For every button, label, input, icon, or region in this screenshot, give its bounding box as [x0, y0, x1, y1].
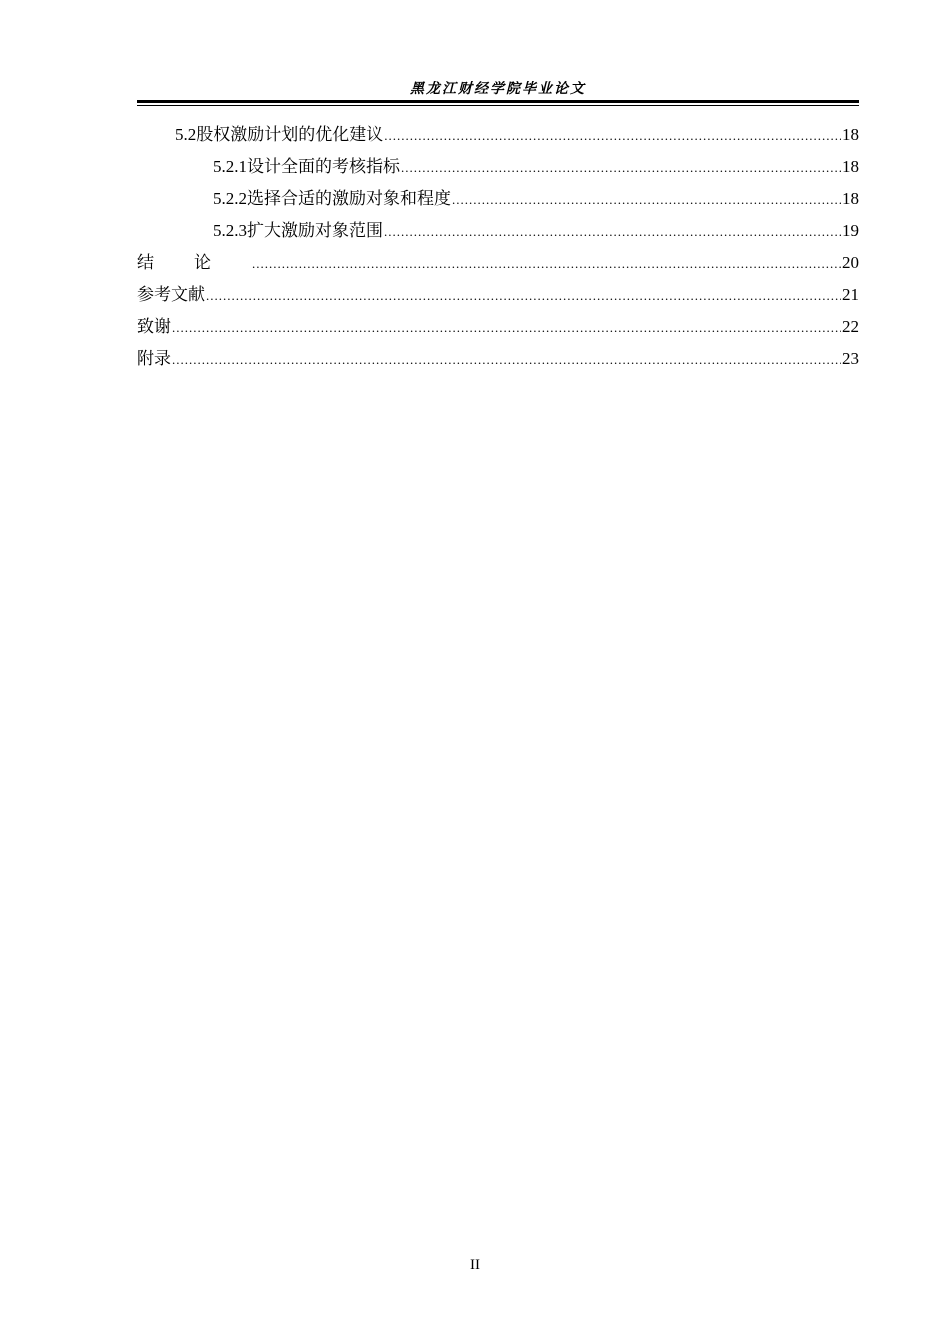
toc-entry-page: 18 [842, 189, 859, 208]
toc-entry-5-2-1[interactable] [137, 153, 859, 185]
toc-entry-title: 股权激励计划的优化建议 [196, 125, 384, 145]
toc-entry-page: 18 [842, 125, 859, 144]
toc-leader-dots [452, 186, 841, 214]
toc-entry-5-2-3[interactable] [137, 217, 859, 249]
toc-entry-appendix[interactable] [137, 345, 859, 377]
toc-entry-number: 5.2 [175, 125, 197, 144]
toc-entry-page: 21 [842, 285, 859, 304]
toc-leader-dots [384, 218, 841, 246]
toc-entry-title: 参考文献 [137, 285, 205, 305]
header-rule-thin [137, 105, 859, 106]
toc-entry-references[interactable] [137, 281, 859, 313]
toc-leader-dots [252, 250, 841, 278]
toc-entry-acknowledgements[interactable] [137, 313, 859, 345]
toc-entry-number: 5.2.3 [213, 221, 247, 240]
toc-entry-title: 致谢 [137, 317, 171, 337]
toc-entry-5-2[interactable] [137, 121, 859, 153]
toc-entry-number: 5.2.1 [213, 157, 247, 176]
toc-leader-dots [172, 314, 841, 342]
toc-entry-page: 23 [842, 349, 859, 368]
header-rule-thick [137, 100, 859, 103]
toc-entry-number: 5.2.2 [213, 189, 247, 208]
page-number: II [470, 1257, 480, 1273]
toc-entry-title: 设计全面的考核指标 [247, 157, 400, 177]
page-header: 黑龙江财经学院毕业论文 [410, 81, 586, 97]
toc-leader-dots [206, 282, 841, 310]
table-of-contents [137, 121, 859, 377]
toc-entry-title: 结论 [137, 253, 251, 273]
toc-entry-page: 22 [842, 317, 859, 336]
toc-entry-title: 选择合适的激励对象和程度 [247, 189, 451, 209]
toc-entry-5-2-2[interactable] [137, 185, 859, 217]
toc-entry-page: 18 [842, 157, 859, 176]
toc-leader-dots [401, 154, 841, 182]
toc-entry-page: 20 [842, 253, 859, 272]
toc-leader-dots [384, 122, 841, 150]
toc-leader-dots [172, 346, 841, 374]
toc-entry-page: 19 [842, 221, 859, 240]
toc-entry-title: 扩大激励对象范围 [247, 221, 383, 241]
toc-entry-title: 附录 [137, 349, 171, 369]
toc-entry-conclusion[interactable] [137, 249, 859, 281]
